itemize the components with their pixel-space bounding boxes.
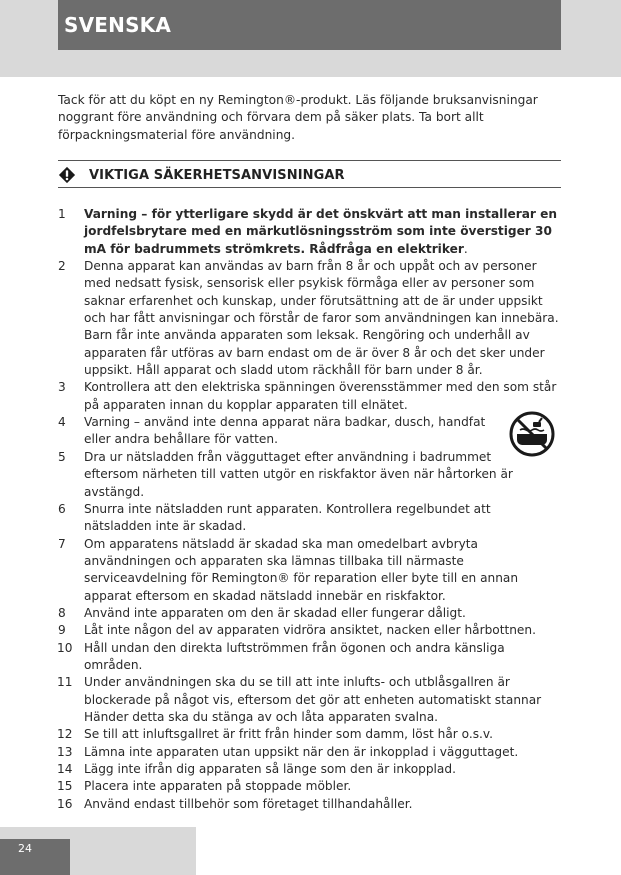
section-title: VIKTIGA SÄKERHETSANVISNINGAR bbox=[89, 167, 345, 183]
list-item: 16 Använd endast tillbehör som företaget tillhandahåller. bbox=[57, 796, 413, 811]
list-item: 8 Använd inte apparaten om den är skadad eller fungerar dåligt. bbox=[58, 605, 466, 620]
list-item: 14 Lägg inte ifrån dig apparaten så länge som den är inkopplad. bbox=[57, 762, 456, 776]
list-item: 7 Om apparatens nätsladd är skadad ska man omedelbart avbryta användningen och apparaten ska lämnas tillbaka till närmaste serviceavdelning för Remington® för reparation eller byte till en annan apparat eftersom en skadad nätsladd innebär en riskfaktor. bbox=[58, 536, 519, 603]
safety-list bbox=[58, 206, 561, 813]
exclamation-warning-icon bbox=[58, 166, 76, 184]
list-item: 5 Dra ur nätsladden från vägguttaget efter användning i badrummet eftersom närheten till vatten utgör en riskfaktor även när hårtorken är avstängd. bbox=[58, 449, 513, 499]
list-item: 3 Kontrollera att den elektriska spänningen överensstämmer med den som står på apparaten innan du kopplar apparaten till elnätet. bbox=[58, 380, 557, 412]
list-item: 2 Denna apparat kan användas av barn från 8 år och uppåt och av personer med nedsatt fysisk, sensorisk eller psykisk förmåga eller av personer som saknar erfarenhet och kunskap, under förutsättning att de är under uppsikt och har fått anvisningar och förstår de faror som användningen kan innebära. Barn får inte använda apparaten som leksak. Rengöring och underhåll av apparaten får utföras av barn endast om de är över 8 år och det sker under uppsikt. Håll apparat och sladd utom räckhåll för barn under 8 år. bbox=[58, 259, 559, 378]
no-water-bath-icon bbox=[508, 410, 556, 458]
language-title: SVENSKA bbox=[58, 0, 561, 50]
list-item: 12 Se till att inluftsgallret är fritt från hinder som damm, löst hår o.s.v. bbox=[57, 727, 493, 742]
section-heading bbox=[58, 164, 345, 186]
list-item: 11 Under användningen ska du se till att inte inlufts- och utblåsgallren är blockerade på något vis, eftersom det gör att enheten automatiskt stannar Händer detta ska du stänga av och låta apparaten svalna. bbox=[57, 675, 542, 724]
list-item: 9 Låt inte någon del av apparaten vidröra ansiktet, nacken eller hårbottnen. bbox=[58, 623, 536, 638]
list-item: 6 Snurra inte nätsladden runt apparaten. Kontrollera regelbundet att nätsladden inte är skadad. bbox=[58, 501, 491, 534]
list-item: 15 Placera inte apparaten på stoppade möbler. bbox=[57, 779, 352, 794]
intro-paragraph: Tack för att du köpt en ny Remington®-produkt. Läs följande bruksanvisningar noggrant före användning och förvara dem på säker plats. Ta bort allt förpackningsmaterial före användning. bbox=[58, 93, 538, 142]
section-divider-bottom bbox=[58, 187, 561, 188]
list-item: 13 Lämna inte apparaten utan uppsikt när den är inkopplad i vägguttaget. bbox=[57, 744, 519, 759]
list-item: 4 Varning – använd inte denna apparat nära badkar, dusch, handfat eller andra behållare för vatten. bbox=[58, 415, 486, 447]
list-item: 1 Varning – för ytterligare skydd är det önskvärt att man installerar en jordfelsbrytare med en märkutlösningsström som inte överstiger 30 mA för badrummets strömkrets. Rådfråga en elektriker. bbox=[58, 207, 557, 256]
list-item: 10 Håll undan den direkta luftströmmen från ögonen och andra känsliga områden. bbox=[57, 640, 505, 672]
page-number: 24 bbox=[0, 839, 70, 875]
section-divider-top bbox=[58, 160, 561, 161]
